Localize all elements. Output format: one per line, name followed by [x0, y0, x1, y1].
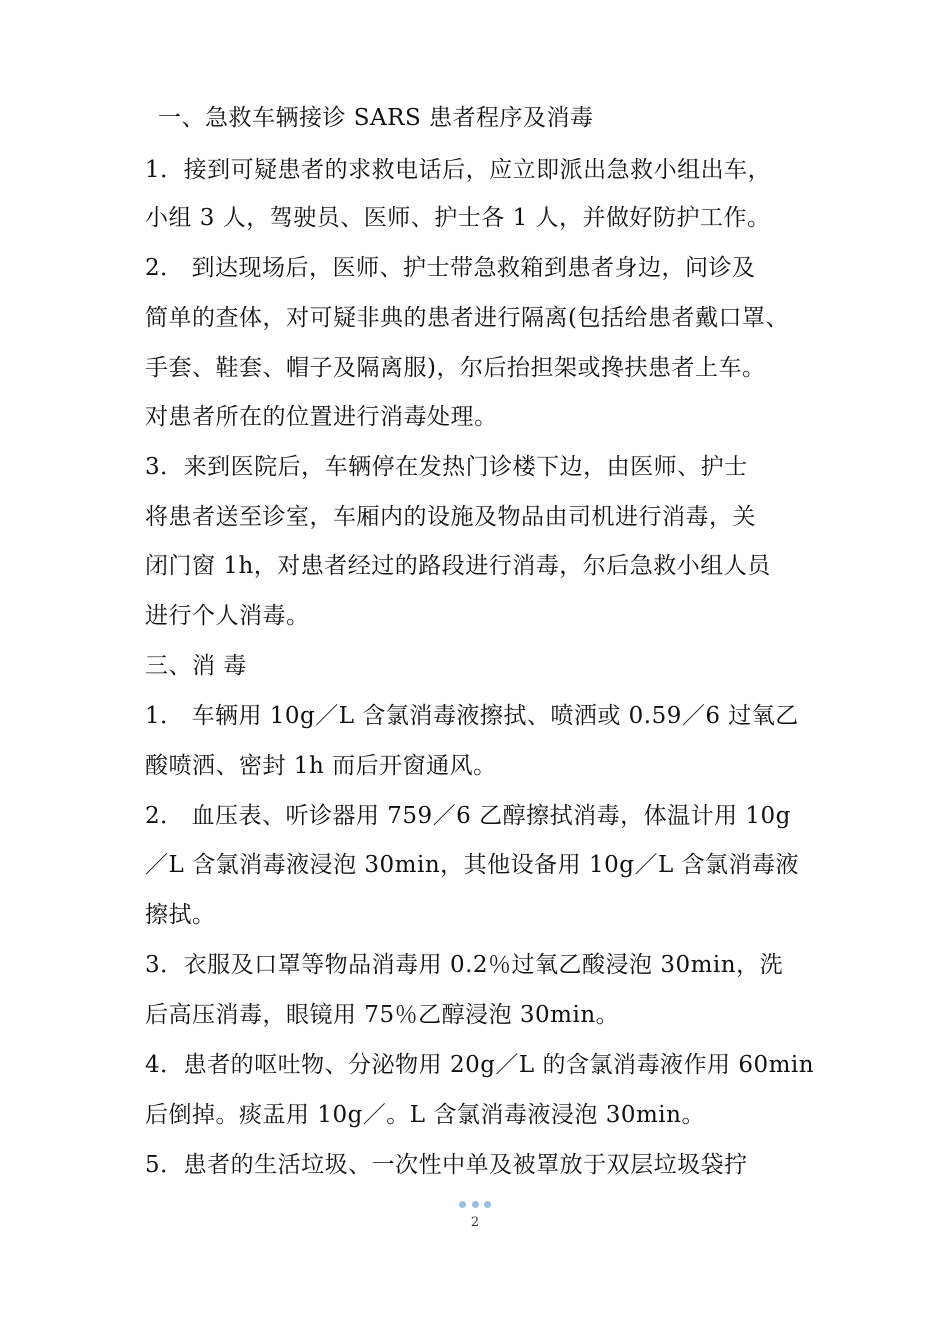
dot-icon	[459, 1201, 466, 1208]
paragraph-line: 对患者所在的位置进行消毒处理。	[145, 404, 498, 430]
paragraph-line: 4．患者的呕吐物、分泌物用 20g／L 的含氯消毒液作用 60min	[145, 1052, 815, 1078]
paragraph-line: 酸喷洒、密封 1h 而后开窗通风。	[145, 753, 497, 779]
paragraph-line: ／L 含氯消毒液浸泡 30min，其他设备用 10g／L 含氯消毒液	[145, 852, 800, 878]
dot-icon	[472, 1201, 479, 1208]
paragraph-line: 2． 到达现场后，医师、护士带急救箱到患者身边，问诊及	[145, 255, 756, 281]
paragraph-line: 小组 3 人，驾驶员、医师、护士各 1 人，并做好防护工作。	[145, 205, 771, 231]
section-heading-3: 三、消 毒	[145, 653, 247, 679]
section-heading-1: 一、急救车辆接诊 SARS 患者程序及消毒	[158, 105, 594, 131]
dot-icon	[484, 1201, 491, 1208]
paragraph-line: 手套、鞋套、帽子及隔离服)，尔后抬担架或搀扶患者上车。	[145, 355, 766, 381]
page-number: 2	[470, 1215, 480, 1230]
paragraph-line: 1． 车辆用 10g／L 含氯消毒液擦拭、喷洒或 0.59／6 过氧乙	[145, 703, 799, 729]
paragraph-line: 将患者送至诊室，车厢内的设施及物品由司机进行消毒，关	[145, 504, 756, 530]
paragraph-line: 后倒掉。痰盂用 10g／。L 含氯消毒液浸泡 30min。	[145, 1102, 705, 1128]
paragraph-line: 5．患者的生活垃圾、一次性中单及被罩放于双层垃圾袋拧	[145, 1152, 748, 1178]
paragraph-line: 3．来到医院后，车辆停在发热门诊楼下边，由医师、护士	[145, 454, 748, 480]
paragraph-line: 擦拭。	[145, 902, 216, 928]
paragraph-line: 3．衣服及口罩等物品消毒用 0.2％过氧乙酸浸泡 30min，洗	[145, 952, 784, 978]
page-dots-ornament	[459, 1201, 491, 1209]
paragraph-line: 进行个人消毒。	[145, 603, 310, 629]
paragraph-line: 1．接到可疑患者的求救电话后，应立即派出急救小组出车，	[145, 157, 772, 183]
paragraph-line: 2． 血压表、听诊器用 759／6 乙醇擦拭消毒，体温计用 10g	[145, 803, 791, 829]
paragraph-line: 后高压消毒，眼镜用 75％乙醇浸泡 30min。	[145, 1002, 620, 1028]
paragraph-line: 闭门窗 1h，对患者经过的路段进行消毒，尔后急救小组人员	[145, 553, 771, 579]
paragraph-line: 简单的查体，对可疑非典的患者进行隔离(包括给患者戴口罩、	[145, 305, 789, 331]
